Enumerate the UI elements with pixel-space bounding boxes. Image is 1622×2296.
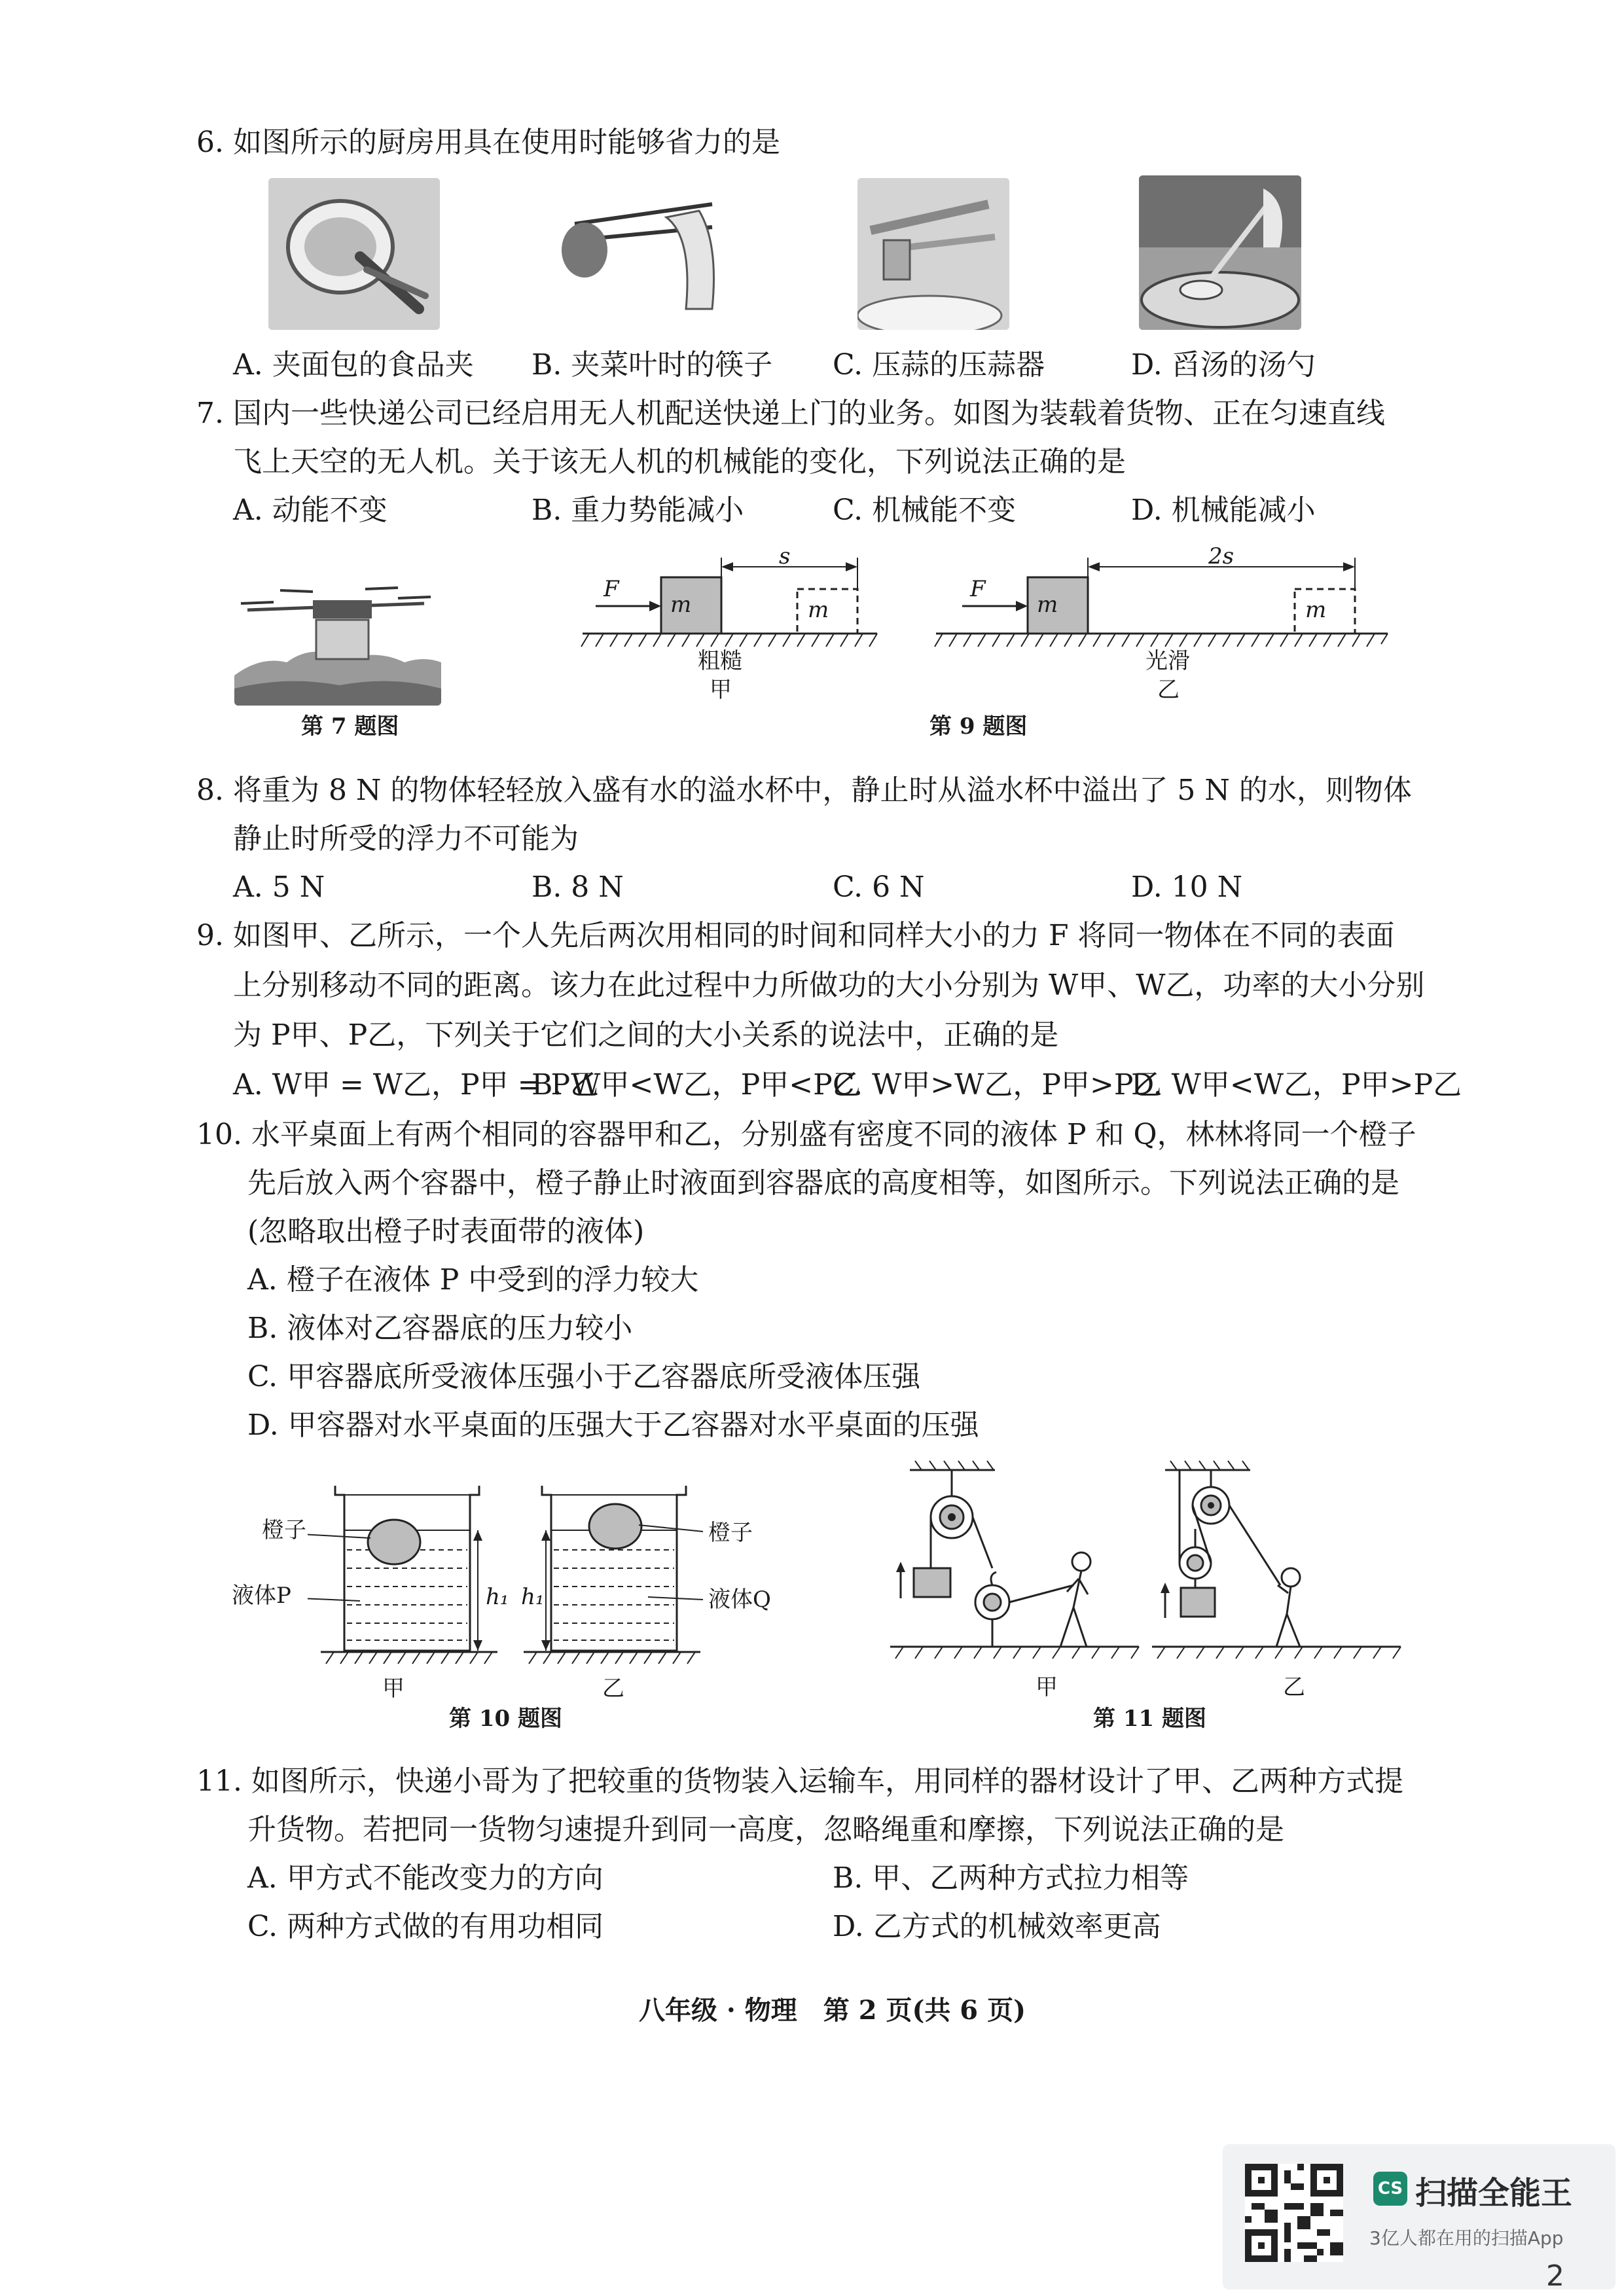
drone-photo	[234, 564, 441, 706]
fig9-diagram	[569, 541, 1401, 695]
fig10-h-label-left: h₁	[486, 1584, 509, 1610]
q10-line-2: 先后放入两个容器中，橙子静止时液面到容器底的高度相等，如图所示。下列说法正确的是	[247, 1166, 1399, 1200]
fig10-caption: 第 10 题图	[449, 1706, 562, 1732]
q8-line-1: 8. 将重为 8 N 的物体轻轻放入盛有水的溢水杯中，静止时从溢水杯中溢出了 5 N 的水，则物体	[196, 774, 1412, 807]
q10-option-a: A. 橙子在液体 P 中受到的浮力较大	[247, 1263, 699, 1297]
fig9-left-surface-label: 粗糙	[698, 648, 742, 674]
fig9-left-moved-mass-label: m	[808, 597, 829, 623]
fig7-caption: 第 7 题图	[301, 713, 399, 740]
q11-option-b: B. 甲、乙两种方式拉力相等	[833, 1861, 1189, 1895]
scan-page-number: 2	[1546, 2259, 1564, 2293]
fig11-caption: 第 11 题图	[1093, 1706, 1206, 1732]
pulley-setup-yi	[1152, 1461, 1401, 1659]
pulley-setup-jia	[890, 1461, 1139, 1659]
fig11-diagram	[884, 1457, 1407, 1693]
q8-option-d: D. 10 N	[1131, 870, 1243, 904]
fig11-right-name: 乙	[1283, 1674, 1305, 1700]
scanner-logo-icon: CS	[1373, 2172, 1407, 2206]
fig10-h-label-right: h₁	[521, 1584, 545, 1610]
q9-option-d: D. W甲<W乙，P甲>P乙	[1131, 1068, 1462, 1102]
fig10-diagram	[308, 1479, 831, 1676]
q10-option-c: C. 甲容器底所受液体压强小于乙容器底所受液体压强	[247, 1360, 921, 1393]
chopsticks-photo	[555, 178, 727, 330]
orange-in-p	[368, 1520, 420, 1564]
scanner-tagline: 3亿人都在用的扫描App	[1369, 2227, 1564, 2249]
fig10-liquid-p-label: 液体P	[232, 1583, 291, 1609]
page-footer: 八年级 · 物理 第 2 页(共 6 页)	[639, 1995, 1026, 2026]
q11-option-c: C. 两种方式做的有用功相同	[247, 1910, 604, 1943]
q7-option-a: A. 动能不变	[233, 493, 387, 527]
q11-option-d: D. 乙方式的机械效率更高	[833, 1910, 1161, 1943]
fig9-right-force-label: F	[970, 576, 986, 602]
q9-option-c: C. W甲>W乙，P甲>P乙	[833, 1068, 1162, 1102]
q7-line-1: 7. 国内一些快递公司已经启用无人机配送快递上门的业务。如图为装载着货物、正在匀速直线	[196, 397, 1385, 430]
fig10-orange-label-right: 橙子	[708, 1520, 753, 1546]
q10-line-3: (忽略取出橙子时表面带的液体)	[247, 1215, 645, 1248]
q11-line-2: 升货物。若把同一货物匀速提升到同一高度，忽略绳重和摩擦，下列说法正确的是	[247, 1813, 1284, 1846]
q10-option-d: D. 甲容器对水平桌面的压强大于乙容器对水平桌面的压强	[247, 1408, 979, 1442]
q6-option-c: C. 压蒜的压蒜器	[833, 348, 1045, 382]
q9-option-a: A. W甲 = W乙，P甲 = P乙	[233, 1068, 600, 1102]
fig10-orange-label-left: 橙子	[262, 1517, 306, 1543]
fig9-left-setup	[581, 558, 877, 647]
q9-line-3: 为 P甲、P乙，下列关于它们之间的大小关系的说法中，正确的是	[233, 1018, 1059, 1052]
q9-line-1: 9. 如图甲、乙所示，一个人先后两次用相同的时间和同样大小的力 F 将同一物体在不同的表面	[196, 919, 1395, 952]
fig9-left-distance-label: s	[779, 543, 791, 569]
fig10-left-name: 甲	[382, 1676, 405, 1702]
fig9-left-name-label: 甲	[710, 677, 732, 703]
container-jia	[321, 1486, 497, 1664]
q7-line-2: 飞上天空的无人机。关于该无人机的机械能的变化，下列说法正确的是	[233, 445, 1126, 478]
qr-code-icon	[1245, 2164, 1343, 2262]
fig11-left-name: 甲	[1036, 1674, 1058, 1700]
soup-ladle-photo	[1139, 175, 1301, 330]
fig9-left-mass-label: m	[670, 592, 692, 618]
q8-option-a: A. 5 N	[233, 870, 325, 904]
fig9-right-name-label: 乙	[1157, 677, 1180, 703]
garlic-press-photo	[857, 178, 1009, 330]
fig9-right-distance-label: 2s	[1208, 543, 1235, 569]
fig9-left-force-label: F	[604, 576, 619, 602]
orange-in-q	[589, 1504, 641, 1549]
q6-option-b: B. 夹菜叶时的筷子	[532, 348, 773, 382]
fig10-right-name: 乙	[602, 1676, 624, 1702]
q6-option-a: A. 夹面包的食品夹	[233, 348, 474, 382]
fig9-caption: 第 9 题图	[929, 713, 1028, 740]
bread-tongs-photo	[268, 178, 440, 330]
q10-line-1: 10. 水平桌面上有两个相同的容器甲和乙，分别盛有密度不同的液体 P 和 Q，林林将同一个橙子	[196, 1118, 1416, 1151]
q6-stem: 6. 如图所示的厨房用具在使用时能够省力的是	[196, 126, 780, 159]
fig9-right-moved-mass-label: m	[1305, 597, 1327, 623]
q7-option-c: C. 机械能不变	[833, 493, 1017, 527]
scanner-app-name: 扫描全能王	[1415, 2175, 1573, 2212]
q9-option-b: B. W甲<W乙，P甲<P乙	[532, 1068, 861, 1102]
q11-line-1: 11. 如图所示，快递小哥为了把较重的货物装入运输车，用同样的器材设计了甲、乙两种方式提	[196, 1765, 1403, 1798]
q7-option-d: D. 机械能减小	[1131, 493, 1316, 527]
q9-line-2: 上分别移动不同的距离。该力在此过程中力所做功的大小分别为 W甲、W乙，功率的大小分别	[233, 969, 1425, 1002]
fig9-right-mass-label: m	[1037, 592, 1058, 618]
q8-option-b: B. 8 N	[532, 870, 624, 904]
q8-line-2: 静止时所受的浮力不可能为	[233, 822, 579, 855]
q11-option-a: A. 甲方式不能改变力的方向	[247, 1861, 604, 1895]
fig9-right-surface-label: 光滑	[1145, 648, 1190, 674]
q7-option-b: B. 重力势能减小	[532, 493, 744, 527]
q8-option-c: C. 6 N	[833, 870, 925, 904]
container-yi	[524, 1486, 700, 1664]
fig10-liquid-q-label: 液体Q	[708, 1587, 771, 1613]
q6-option-d: D. 舀汤的汤勺	[1131, 348, 1316, 382]
q10-option-b: B. 液体对乙容器底的压力较小	[247, 1312, 633, 1345]
